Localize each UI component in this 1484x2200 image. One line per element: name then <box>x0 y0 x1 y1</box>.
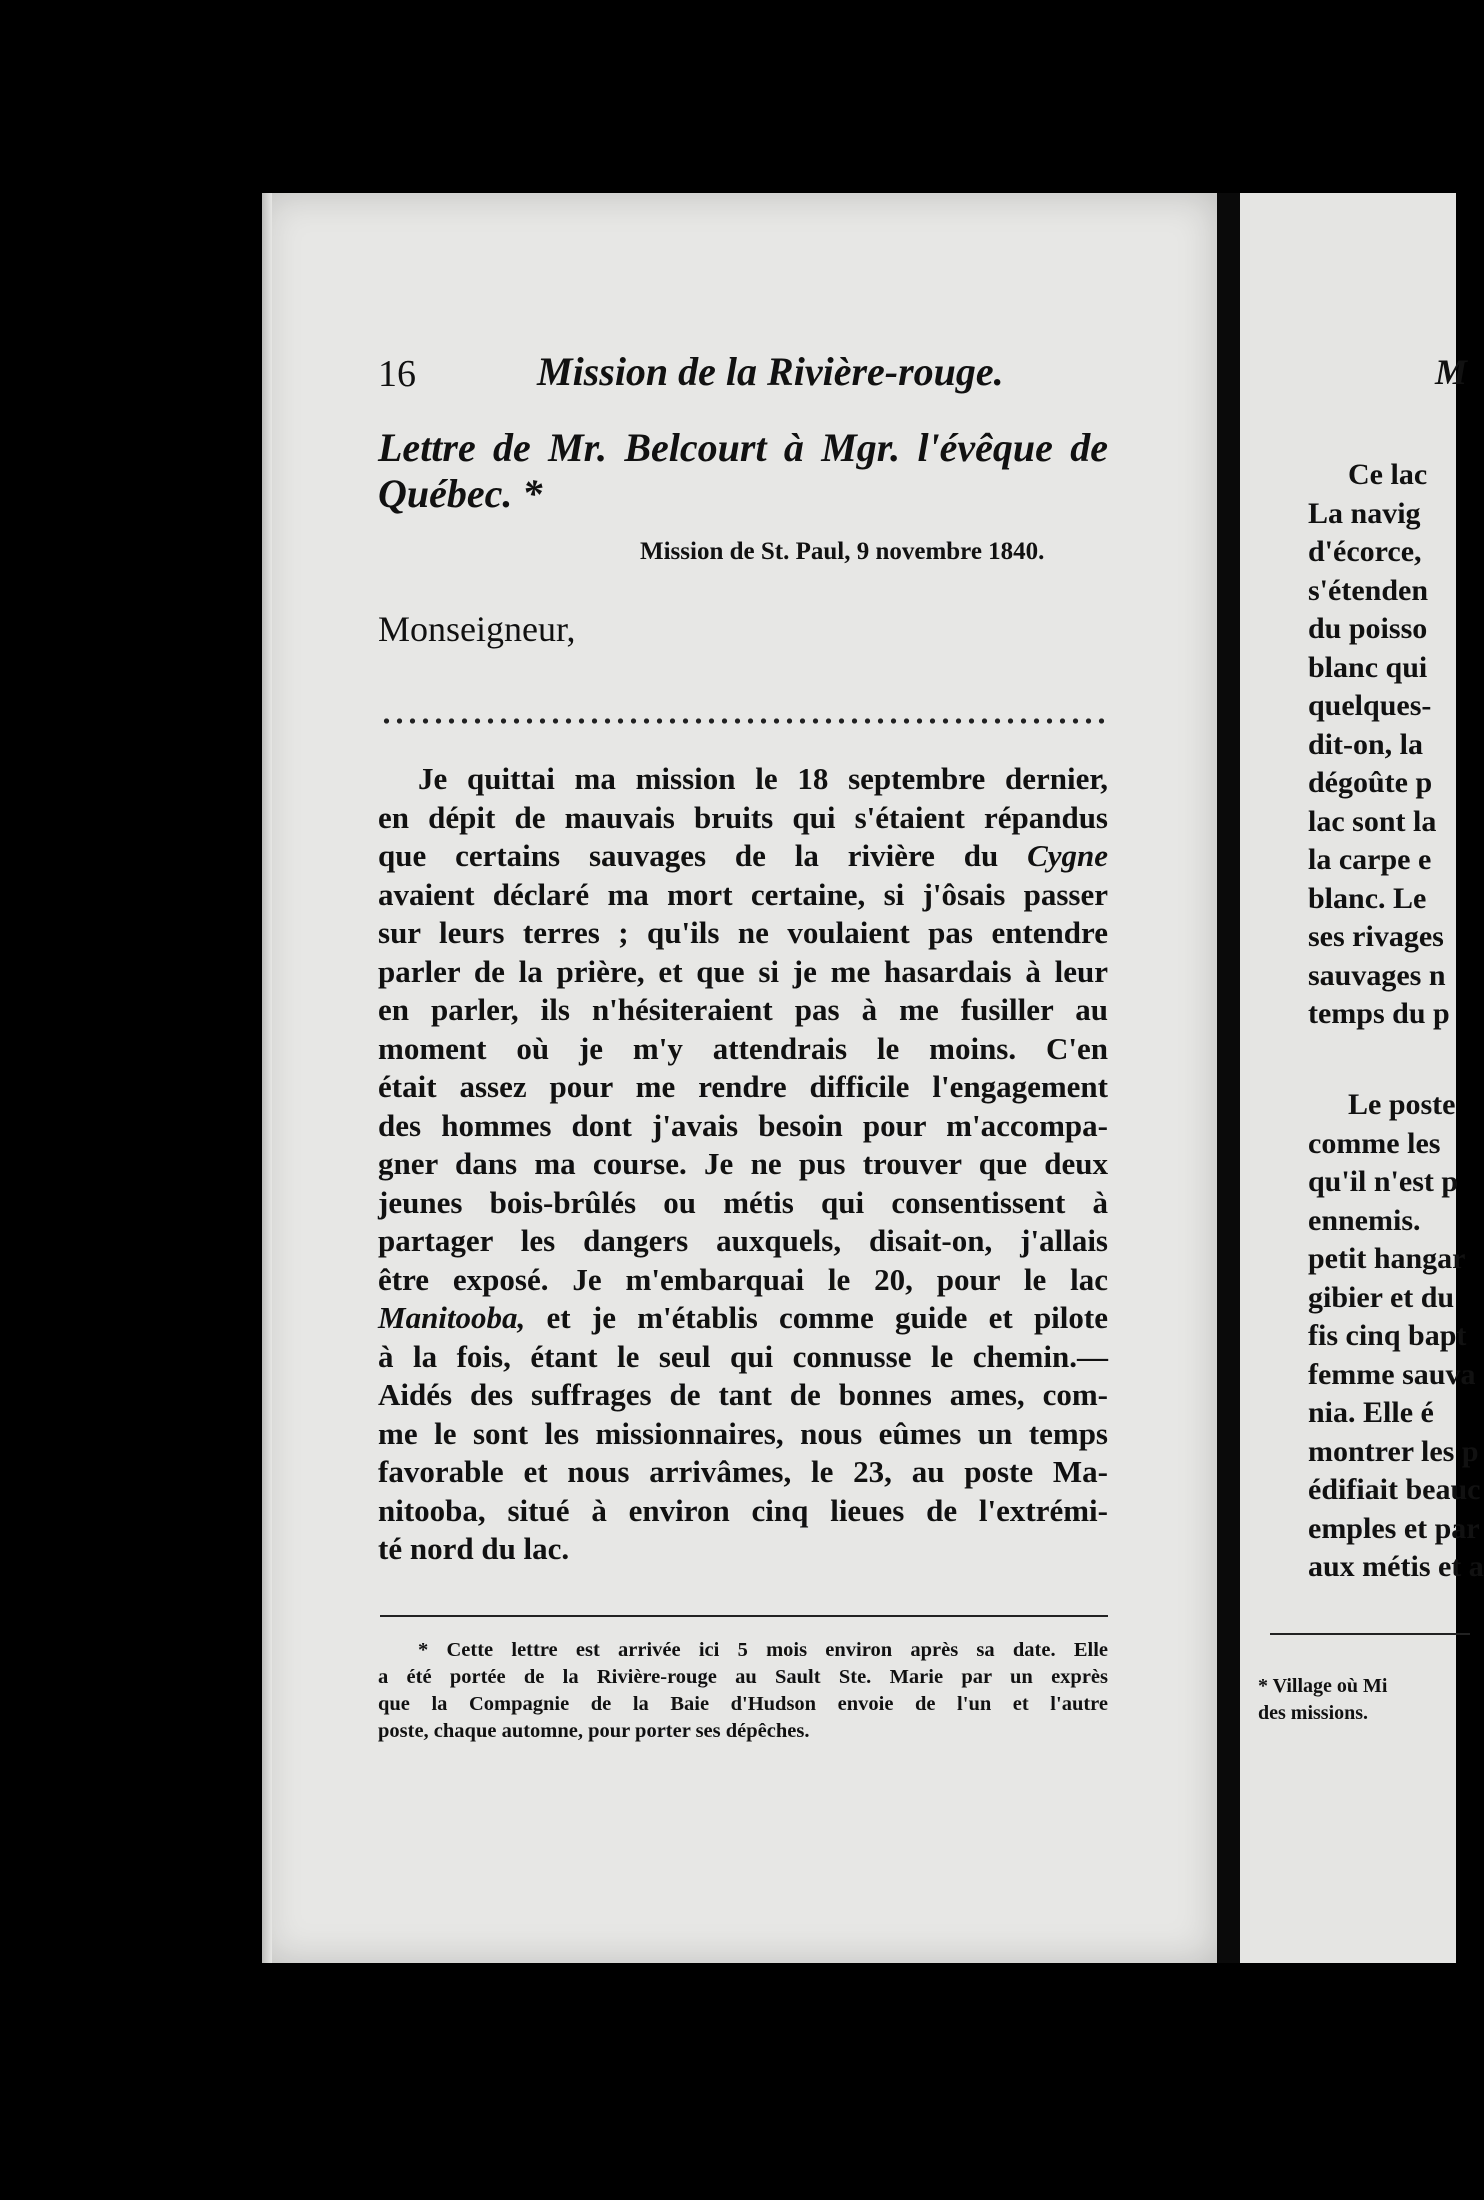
right-page-line: La navig <box>1308 496 1421 530</box>
book-gutter <box>1217 193 1240 1963</box>
right-page-line: la carpe e <box>1308 843 1432 876</box>
right-footnote <box>1258 1673 1387 1727</box>
right-page-line: Le poste <box>1348 1088 1456 1121</box>
right-page-line: dégoûte p <box>1308 766 1433 799</box>
letter-heading-line2: Québec. * <box>378 471 543 516</box>
body-line: sur leurs terres ; qu'ils ne voulaient pas entendre <box>378 915 1108 950</box>
body-line: était assez pour me rendre difficile l'engagement <box>378 1069 1108 1104</box>
body-line: à la fois, étant le seul qui connusse le chemin.— <box>378 1338 1108 1374</box>
right-page-line: montrer les p <box>1308 1434 1479 1468</box>
right-page-line: emples et par <box>1308 1511 1480 1545</box>
body-line: partager les dangers auxquels, disait-on, j'allais <box>378 1223 1108 1258</box>
body-line: être exposé. Je m'embarquai le 20, pour le lac <box>378 1261 1108 1297</box>
right-page-line: quelques- <box>1308 689 1432 722</box>
right-page-line: Ce lac <box>1348 458 1428 491</box>
right-page-line: fis cinq bapt <box>1308 1319 1467 1352</box>
body-line: favorable et nous arrivâmes, le 23, au poste Ma- <box>378 1454 1108 1489</box>
right-page-line: aux métis et a <box>1308 1550 1484 1583</box>
letter-body <box>378 760 1108 1569</box>
right-running-head: M <box>1435 352 1468 392</box>
dateline: Mission de St. Paul, 9 novembre 1840. <box>640 538 1045 565</box>
body-line: en parler, ils n'hésiteraient pas à me fusiller au <box>378 992 1108 1027</box>
right-page-line: s'étenden <box>1308 573 1428 607</box>
footnote-line: * Cette lettre est arrivée ici 5 mois environ après sa date. Elle <box>418 1639 1108 1661</box>
body-line: parler de la prière, et que si je me hasardais à leur <box>378 953 1108 989</box>
body-line: des hommes dont j'avais besoin pour m'accompa- <box>378 1107 1108 1143</box>
body-line: gner dans ma course. Je ne pus trouver que deux <box>378 1146 1108 1181</box>
right-page-line: gibier et du <box>1308 1280 1455 1314</box>
footnote-line: a été portée de la Rivière-rouge au Sault Ste. Marie par un exprès <box>378 1666 1108 1688</box>
footnote-line: poste, chaque automne, pour porter ses dépêches. <box>378 1720 810 1742</box>
right-page-line: qu'il n'est p <box>1308 1165 1459 1198</box>
body-line: moment où je m'y attendrais le moins. C'en <box>378 1030 1108 1066</box>
footnote-rule <box>380 1615 1108 1617</box>
right-page-line: sauvages n <box>1308 958 1446 992</box>
right-page-line: du poisso <box>1308 612 1428 645</box>
right-page-line: dit-on, la <box>1308 727 1424 761</box>
body-line: que certains sauvages de la rivière du Cygne <box>378 838 1108 873</box>
body-line: Je quittai ma mission le 18 septembre dernier, <box>418 761 1108 796</box>
right-page-line: blanc. Le <box>1308 881 1427 915</box>
body-line: en dépit de mauvais bruits qui s'étaient répandus <box>378 799 1108 835</box>
right-page-line: d'écorce, <box>1308 535 1422 568</box>
right-page-line: femme sauva <box>1308 1357 1476 1391</box>
footnote <box>378 1637 1108 1745</box>
body-line: té nord du lac. <box>378 1531 570 1566</box>
body-line: Aidés des suffrages de tant de bonnes ames, com- <box>378 1377 1108 1412</box>
letter-heading-line1: Lettre de Mr. Belcourt à Mgr. l'évêque de <box>378 425 1108 470</box>
salutation: Monseigneur, <box>378 609 576 649</box>
right-page <box>1240 193 1484 1963</box>
right-page-line: ennemis. <box>1308 1203 1421 1237</box>
right-page-line: lac sont la <box>1308 804 1437 838</box>
right-page-line: blanc qui <box>1308 650 1428 684</box>
footnote-line: que la Compagnie de la Baie d'Hudson envoie de l'un et l'autre <box>378 1693 1108 1715</box>
right-page-line: édifiait beauc <box>1308 1473 1481 1506</box>
body-line: me le sont les missionnaires, nous eûmes un temps <box>378 1415 1108 1451</box>
right-page-line: temps du p <box>1308 997 1450 1030</box>
right-page-text-block2 <box>1308 1086 1484 1587</box>
right-page-text-block1 <box>1308 456 1450 1034</box>
right-footnote-line: * Village où Mi <box>1258 1675 1388 1697</box>
body-line: Manitooba, et je m'établis comme guide et pilote <box>378 1300 1108 1335</box>
right-page-line: petit hangar <box>1308 1242 1466 1275</box>
right-page-line: comme les <box>1308 1126 1441 1160</box>
page-number: 16 <box>378 353 416 395</box>
body-line: avaient déclaré ma mort certaine, si j'ôsais passer <box>378 876 1108 912</box>
body-line: jeunes bois-brûlés ou métis qui consentissent à <box>378 1184 1108 1220</box>
running-head: Mission de la Rivière-rouge. <box>537 349 1004 394</box>
right-page-line: nia. Elle é <box>1308 1396 1434 1429</box>
letter-heading <box>378 425 1108 517</box>
body-line: nitooba, situé à environ cinq lieues de l'extrémi- <box>378 1492 1108 1528</box>
right-page-line: ses rivages <box>1308 920 1444 953</box>
dotted-separator <box>380 718 1108 724</box>
right-footnote-line: des missions. <box>1258 1702 1369 1724</box>
right-footnote-rule <box>1270 1633 1470 1635</box>
